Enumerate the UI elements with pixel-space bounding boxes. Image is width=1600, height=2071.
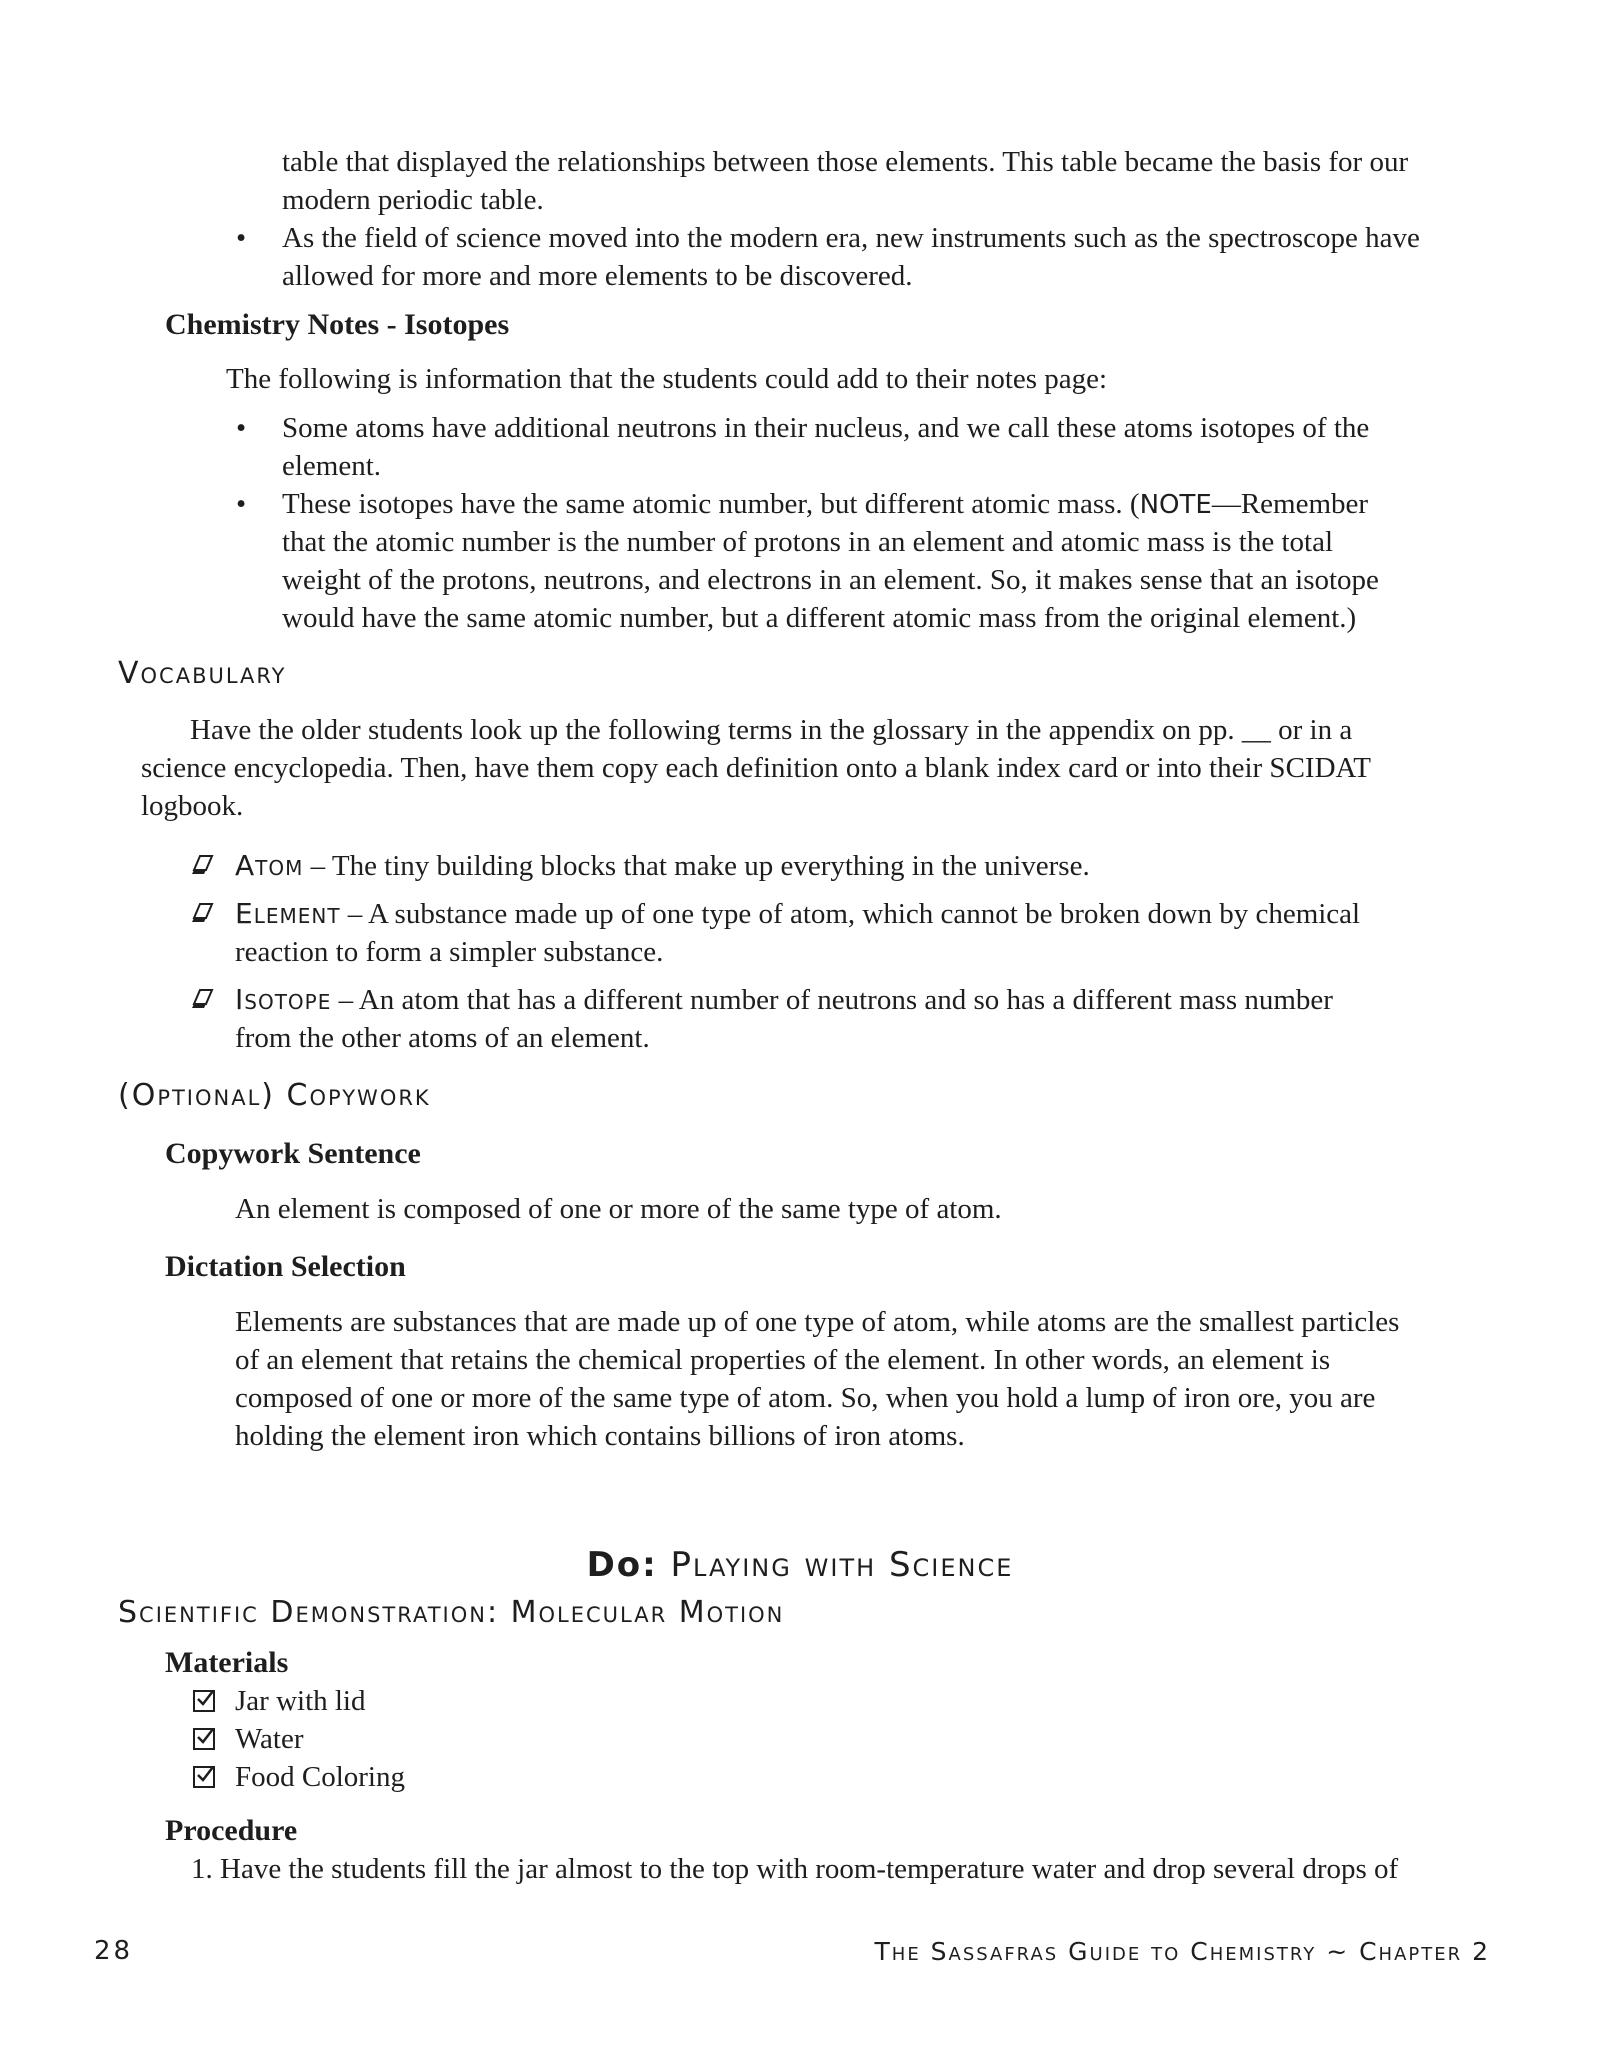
- copywork-sentence-heading: Copywork Sentence: [165, 1137, 421, 1170]
- demo-heading: Scientific Demonstration: Molecular Motion: [118, 1595, 785, 1630]
- dictation-heading: Dictation Selection: [165, 1250, 406, 1283]
- vocabulary-intro-line: logbook.: [141, 790, 244, 822]
- footer-title: The Sassafras Guide to Chemistry ~ Chapter 2: [874, 1937, 1490, 1966]
- bullet-text: allowed for more and more elements to be discovered.: [282, 260, 913, 292]
- bullet-text: [282, 485, 1368, 524]
- page-number: 28: [94, 1936, 134, 1966]
- pencil-icon: [191, 986, 215, 1010]
- dictation-line: Elements are substances that are made up of one type of atom, while atoms are the smallest particles: [235, 1306, 1400, 1338]
- vocab-term: Isotope: [235, 983, 332, 1016]
- bullet-text: As the field of science moved into the modern era, new instruments such as the spectroscope have: [282, 222, 1420, 254]
- bullet-text: Some atoms have additional neutrons in their nucleus, and we call these atoms isotopes of the: [282, 412, 1370, 444]
- vocab-definition: – A substance made up of one type of atom, which cannot be broken down by chemical: [340, 898, 1361, 930]
- note-label: NOTE: [1139, 490, 1212, 520]
- materials-heading: Materials: [165, 1646, 289, 1679]
- do-title-rest: Playing with Science: [657, 1545, 1014, 1585]
- vocab-definition: – The tiny building blocks that make up everything in the universe.: [303, 850, 1090, 882]
- procedure-step: 1. Have the students fill the jar almost to the top with room-temperature water and drop several drops of: [191, 1853, 1399, 1885]
- bullet-text-pre: These isotopes have the same atomic number, but different atomic mass. (: [282, 488, 1140, 520]
- dictation-line: of an element that retains the chemical properties of the element. In other words, an element is: [235, 1344, 1331, 1376]
- isotopes-intro: The following is information that the students could add to their notes page:: [226, 363, 1108, 395]
- continuation-line: table that displayed the relationships between those elements. This table became the basis for our: [282, 146, 1409, 178]
- vocab-term: Atom: [235, 849, 304, 882]
- continuation-line: modern periodic table.: [282, 184, 544, 216]
- vocabulary-heading: Vocabulary: [118, 656, 287, 691]
- vocab-entry-isotope: [235, 981, 1333, 1019]
- do-word: Do:: [586, 1545, 658, 1585]
- dictation-line: composed of one or more of the same type of atom. So, when you hold a lump of iron ore, you are: [235, 1382, 1376, 1414]
- vocabulary-intro-line: Have the older students look up the following terms in the glossary in the appendix on pp. __ or in a: [190, 714, 1353, 746]
- material-item: Water: [235, 1723, 304, 1755]
- bullet-text: weight of the protons, neutrons, and electrons in an element. So, it makes sense that an isotope: [282, 564, 1379, 596]
- bullet-text: would have the same atomic number, but a different atomic mass from the original element.): [282, 602, 1357, 634]
- vocab-entry-element: [235, 895, 1360, 933]
- dictation-line: holding the element iron which contains billions of iron atoms.: [235, 1420, 965, 1452]
- copywork-heading: (Optional) Copywork: [118, 1078, 431, 1113]
- material-item: Jar with lid: [235, 1685, 366, 1717]
- pencil-icon: [191, 852, 215, 876]
- material-item: Food Coloring: [235, 1761, 405, 1793]
- pencil-icon: [191, 900, 215, 924]
- procedure-heading: Procedure: [165, 1814, 298, 1847]
- vocabulary-intro-line: science encyclopedia. Then, have them copy each definition onto a blank index card or into their SCIDAT: [141, 752, 1371, 784]
- checked-box-icon: [193, 1766, 215, 1788]
- do-section-title: [0, 1545, 1600, 1585]
- isotopes-heading: Chemistry Notes - Isotopes: [165, 308, 510, 341]
- bullet-dot: •: [236, 412, 247, 444]
- vocab-definition: – An atom that has a different number of neutrons and so has a different mass number: [331, 984, 1333, 1016]
- bullet-dot: •: [236, 488, 247, 520]
- bullet-text: that the atomic number is the number of protons in an element and atomic mass is the total: [282, 526, 1333, 558]
- checked-box-icon: [193, 1728, 215, 1750]
- bullet-text: element.: [282, 450, 382, 482]
- bullet-dot: •: [236, 222, 247, 254]
- vocab-definition-cont: reaction to form a simpler substance.: [235, 936, 664, 968]
- vocab-entry-atom: [235, 847, 1090, 885]
- vocab-term: Element: [235, 897, 341, 930]
- copywork-sentence: An element is composed of one or more of the same type of atom.: [235, 1193, 1002, 1225]
- checked-box-icon: [193, 1690, 215, 1712]
- bullet-text-post: —Remember: [1211, 488, 1369, 520]
- vocab-definition-cont: from the other atoms of an element.: [235, 1022, 650, 1054]
